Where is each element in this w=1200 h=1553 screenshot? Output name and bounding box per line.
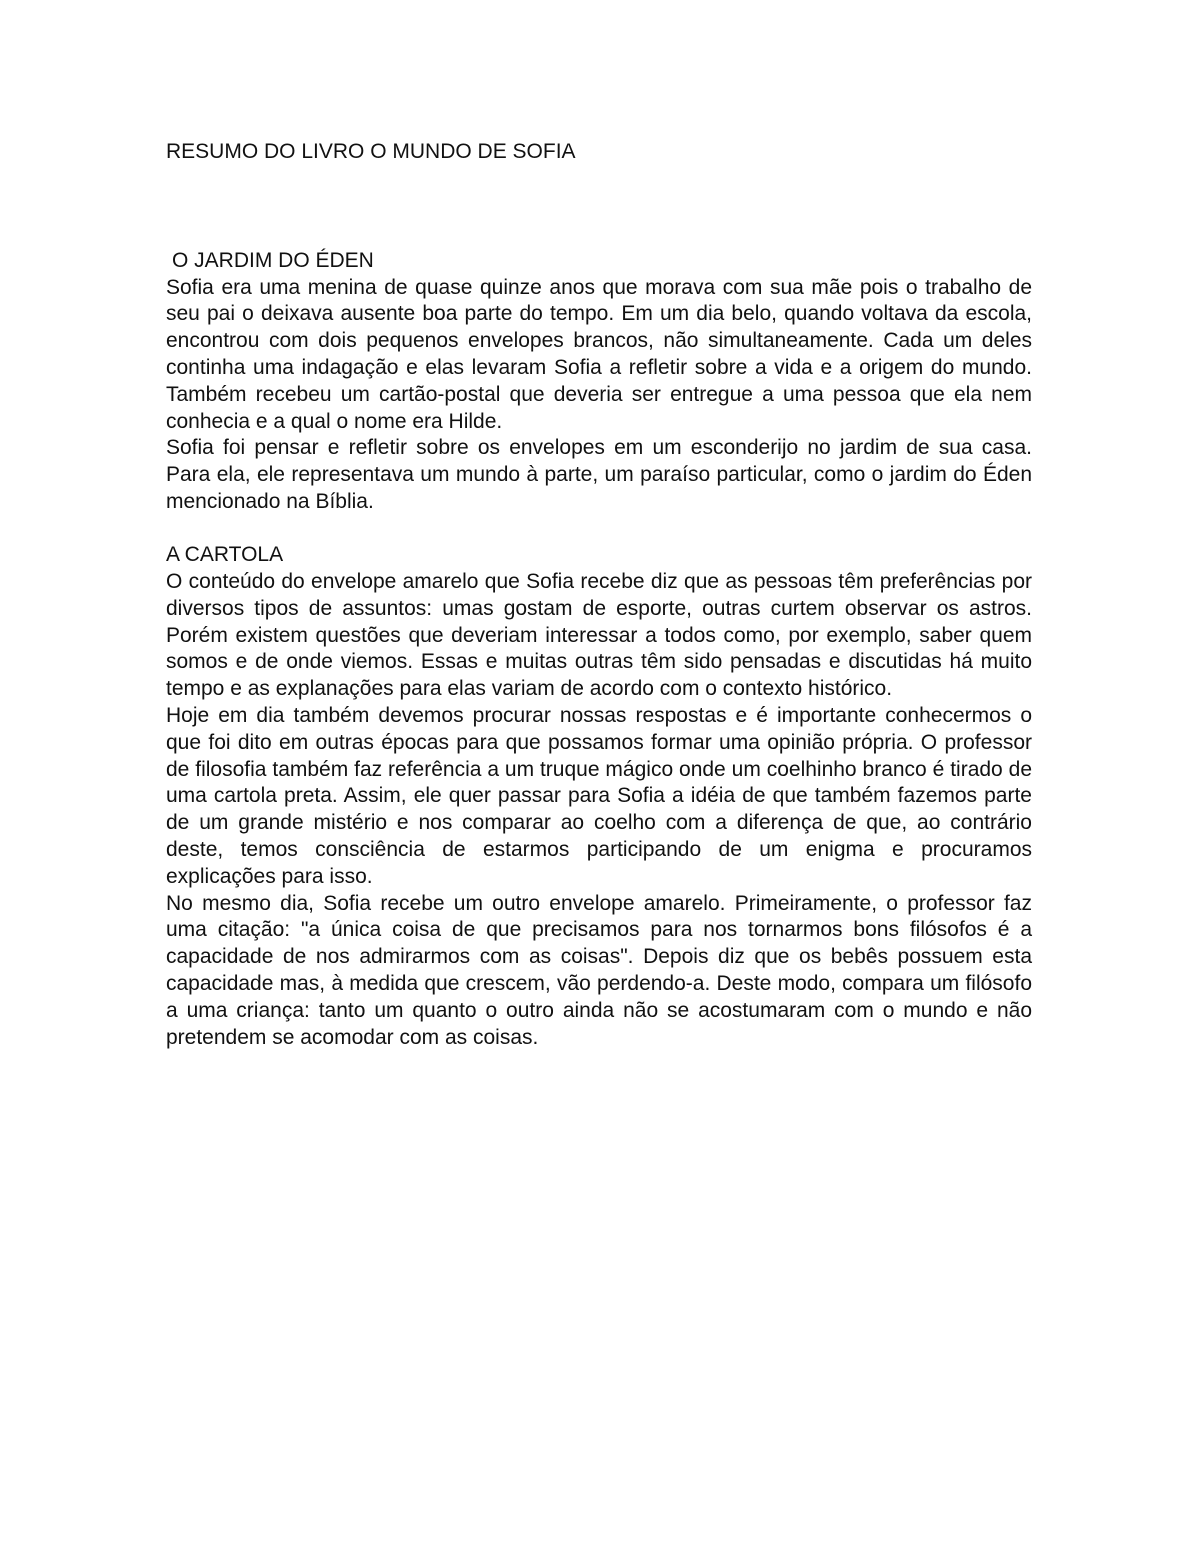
paragraph: No mesmo dia, Sofia recebe um outro envelope amarelo. Primeiramente, o professor faz uma citação: "a única coisa de que precisamos para nos tornarmos bons filósofos é a capacidade de nos admirarmos com as coisas". Depois diz que os bebês possuem esta capacidade mas, à medida que crescem, vão perdendo-a. Deste modo, compara um filósofo a uma criança: tanto um quanto o outro ainda não se acostumaram com o mundo e não pretendem se acomodar com as coisas. bbox=[166, 891, 1032, 1049]
document-body bbox=[166, 139, 1032, 1051]
paragraph: Sofia foi pensar e refletir sobre os envelopes em um esconderijo no jardim de sua casa. Para ela, ele representava um mundo à parte, um paraíso particular, como o jardim do Éden mencionado na Bíblia. bbox=[166, 436, 1032, 513]
paragraph: O conteúdo do envelope amarelo que Sofia recebe diz que as pessoas têm preferências por diversos tipos de assuntos: umas gostam de esporte, outras curtem observar os astros. Porém existem questões que deveriam interessar a todos como, por exemplo, saber quem somos e de onde viemos. Essas e muitas outras têm sido pensadas e discutidas há muito tempo e as explanações para elas variam de acordo com o contexto histórico. bbox=[166, 570, 1032, 701]
section-heading-a-cartola: A CARTOLA bbox=[166, 543, 284, 567]
document-title: RESUMO DO LIVRO O MUNDO DE SOFIA bbox=[166, 140, 576, 163]
paragraph: Sofia era uma menina de quase quinze anos que morava com sua mãe pois o trabalho de seu pai o deixava ausente boa parte do tempo. Em um dia belo, quando voltava da escola, encontrou com dois pequenos envelopes brancos, não simultaneamente. Cada um deles continha uma indagação e elas levaram Sofia a refletir sobre a vida e a origem do mundo. Também recebeu um cartão-postal que deveria ser entregue a uma pessoa que ela nem conhecia e a qual o nome era Hilde. bbox=[166, 275, 1032, 433]
paragraph: Hoje em dia também devemos procurar nossas respostas e é importante conhecermos o que foi dito em outras épocas para que possamos formar uma opinião própria. O professor de filosofia também faz referência a um truque mágico onde um coelhinho branco é tirado de uma cartola preta. Assim, ele quer passar para Sofia a idéia de que também fazemos parte de um grande mistério e nos comparar ao coelho com a diferença de que, ao contrário deste, temos consciência de estarmos participando de um enigma e procuramos explicações para isso. bbox=[166, 704, 1032, 888]
section-heading-jardim-do-eden: O JARDIM DO ÉDEN bbox=[172, 248, 374, 272]
